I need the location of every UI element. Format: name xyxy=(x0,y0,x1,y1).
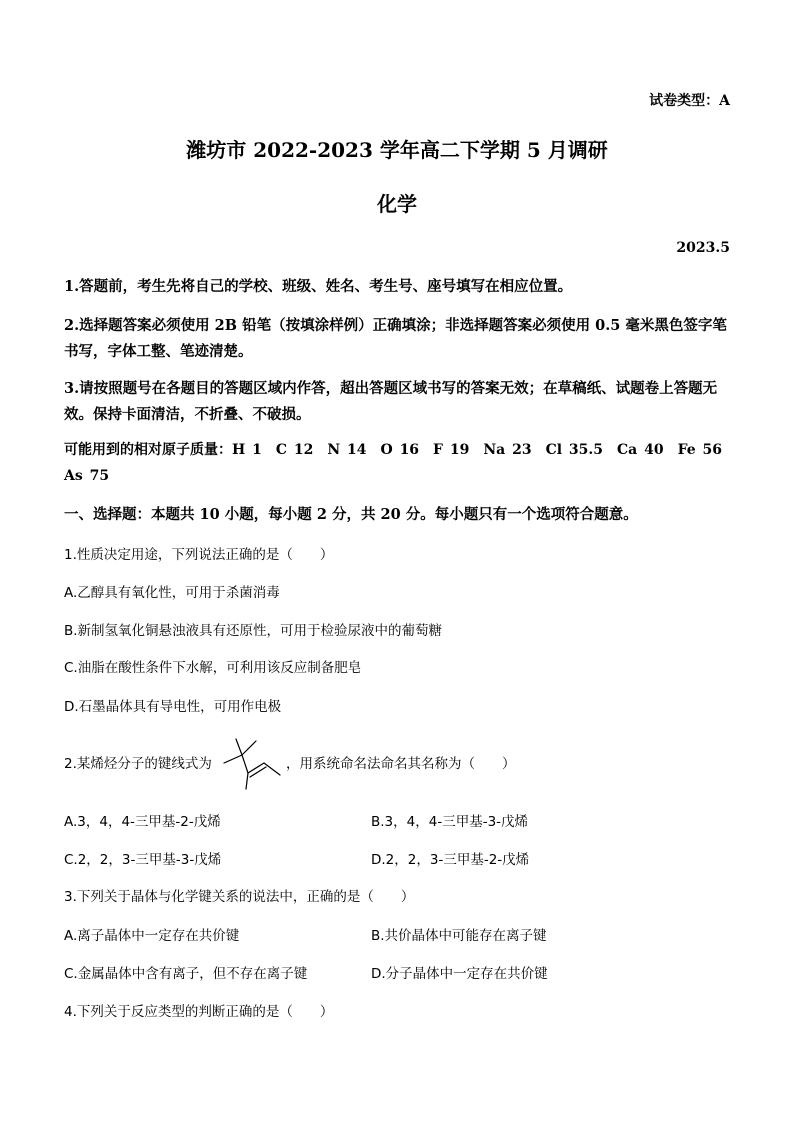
methyl-bond-top-left xyxy=(236,739,242,755)
exam-date: 2023.5 xyxy=(676,240,730,256)
instruction-1: 1.答题前，考生先将自己的学校、班级、姓名、考生号、座号填写在相应位置。 xyxy=(64,278,573,295)
question-1-option-c: C.油脂在酸性条件下水解，可利用该反应制备肥皂 xyxy=(64,660,362,676)
question-3-option-d: D.分子晶体中一定存在共价键 xyxy=(371,966,548,982)
question-1-option-a: A.乙醇具有氧化性，可用于杀菌消毒 xyxy=(64,585,280,601)
terminal-methyl-bond xyxy=(264,763,280,775)
question-3-option-a: A.离子晶体中一定存在共价键 xyxy=(64,928,240,944)
question-2-option-c: C.2，2，3-三甲基-3-戊烯 xyxy=(64,852,222,868)
instruction-2: 2.选择题答案必须使用 2B 铅笔（按填涂样例）正确填涂；非选择题答案必须使用 0.5 毫米黑色签字笔书写，字体工整、笔迹清楚。 xyxy=(64,317,727,360)
question-4-stem: 4.下列关于反应类型的判断正确的是（ ） xyxy=(64,1004,334,1020)
section-title: 一、选择题：本题共 10 小题，每小题 2 分，共 20 分。每小题只有一个选项符合题意。 xyxy=(64,506,638,523)
question-3-stem: 3.下列关于晶体与化学键关系的说法中，正确的是（ ） xyxy=(64,889,415,905)
skeletal-formula-diagram xyxy=(214,735,284,791)
atomic-masses: 可能用到的相对原子质量：H 1 C 12 N 14 O 16 F 19 Na 23 Cl 35.5 Ca 40 Fe 56 As 75 xyxy=(64,442,737,484)
exam-title: 潍坊市 2022-2023 学年高二下学期 5 月调研 xyxy=(186,138,608,162)
question-1-option-d: D.石墨晶体具有导电性，可用作电极 xyxy=(64,699,282,715)
question-2-option-b: B.3，4，4-三甲基-3-戊烯 xyxy=(371,814,529,830)
question-3-option-c: C.金属晶体中含有离子，但不存在离子键 xyxy=(64,966,308,982)
double-bond-line-2 xyxy=(250,767,266,777)
methyl-bond-left xyxy=(224,755,242,763)
double-bond-line-1 xyxy=(248,763,264,773)
subject-title: 化学 xyxy=(377,192,417,216)
question-2-stem-end: ，用系统命名法命名其名称为（ ） xyxy=(286,756,516,772)
question-1-stem: 1.性质决定用途，下列说法正确的是（ ） xyxy=(64,547,334,563)
methyl-bond-top-right xyxy=(242,741,256,755)
question-2-option-a: A.3，4，4-三甲基-2-戊烯 xyxy=(64,814,221,830)
question-1-option-b: B.新制氢氧化铜悬浊液具有还原性，可用于检验尿液中的葡萄糖 xyxy=(64,623,443,639)
instruction-3: 3.请按照题号在各题目的答题区域内作答，超出答题区域书写的答案无效；在草稿纸、试题卷上答题无效。保持卡面清洁，不折叠、不破损。 xyxy=(64,380,718,423)
paper-type-label: 试卷类型：A xyxy=(649,93,730,109)
methyl-bond-down xyxy=(246,773,248,789)
quaternary-to-alkene-bond xyxy=(242,755,248,773)
question-2-option-d: D.2，2，3-三甲基-2-戊烯 xyxy=(371,852,530,868)
question-3-option-b: B.共价晶体中可能存在离子键 xyxy=(371,928,547,944)
question-2-stem-start: 2.某烯烃分子的键线式为 xyxy=(64,756,212,772)
